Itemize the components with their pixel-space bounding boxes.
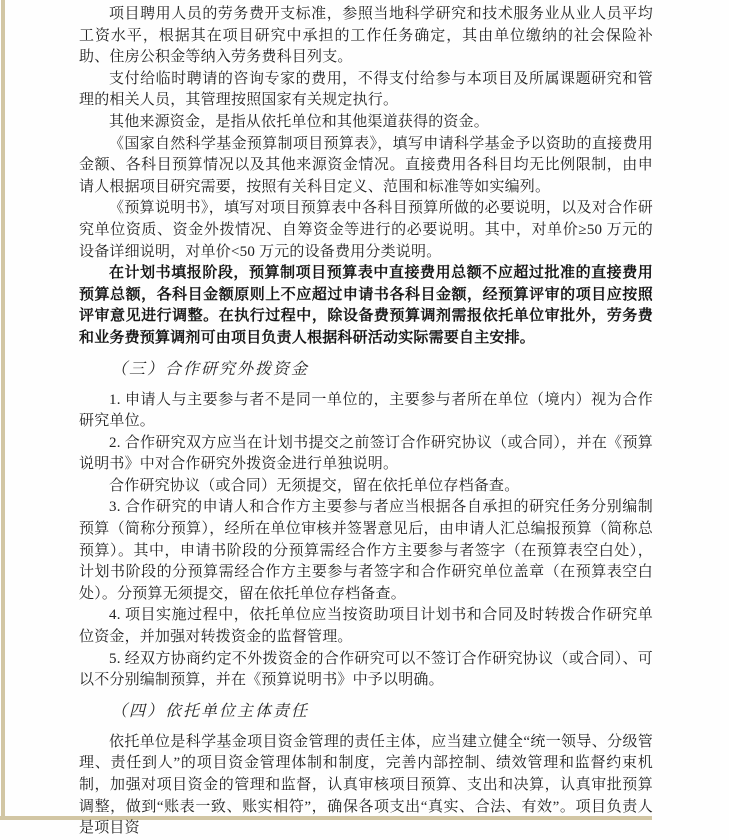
item-1-cooperative-unit-definition: 1. 申请人与主要参与者不是同一单位的，主要参与者所在单位（境内）视为合作研究单位。 bbox=[79, 391, 653, 430]
item-5-no-outbound-funds: 5. 经双方协商约定不外拨资金的合作研究可以不签订合作研究协议（或合同）、可以不分别编制预算，并在《预算说明书》中予以明确。 bbox=[79, 650, 653, 689]
item-4-fund-transfer: 4. 项目实施过程中，依托单位应当按资助项目计划书和合同及时转拨合作研究单位资金，并加强对转拨资金的监督管理。 bbox=[79, 607, 653, 646]
paragraph-host-unit-responsibility: 依托单位是科学基金项目资金管理的责任主体，应当建立健全“统一领导、分级管理、责任到人”的项目资金管理体制和制度，完善内部控制、绩效管理和监督约束机制，加强对项目资金的管理和监督，认真审核项目预算、支出和决算，认真审批预算调整，做到“账表一致、账实相符”，确保各项支出“真实、合法、有效”。项目负责人是项目资 bbox=[79, 733, 653, 837]
item-3-sub-budget-preparation: 3. 合作研究的申请人和合作方主要参与者应当根据各自承担的研究任务分别编制预算（简称分预算），经所在单位审核并签署意见后，由申请人汇总编报预算（简称总预算）。其中，申请书阶段的分预算需经合作方主要参与者签字（在预算表空白处），计划书阶段的分预算需经合作方主要参与者签字和合作研究单位盖章（在预算表空白处）。分预算无须提交，留在依托单位存档备查。 bbox=[79, 499, 653, 602]
paragraph-consultant-fees: 支付给临时聘请的咨询专家的费用，不得支付给参与本项目及所属课题研究和管理的相关人员，其管理按照国家有关规定执行。 bbox=[79, 70, 653, 109]
item-2-note-agreement-filing: 合作研究协议（或合同）无须提交，留在依托单位存档备查。 bbox=[109, 477, 520, 494]
item-2-cooperation-agreement: 2. 合作研究双方应当在计划书提交之前签订合作研究协议（或合同），并在《预算说明书》中对合作研究外拨资金进行单独说明。 bbox=[79, 434, 653, 473]
paragraph-budget-statement: 《预算说明书》，填写对项目预算表中各科目预算所做的必要说明，以及对合作研究单位资质、资金外拨情况、自筹资金等进行的必要说明。其中，对单价≥50 万元的设备详细说明，对单价<50 万元的设备费用分类说明。 bbox=[79, 200, 653, 260]
section-heading-4-host-unit-responsibility: （四）依托单位主体责任 bbox=[111, 702, 310, 720]
page-left-border bbox=[1, 0, 5, 820]
section-heading-3-cooperative-funds: （三）合作研究外拨资金 bbox=[111, 360, 310, 378]
paragraph-labor-cost-standard: 项目聘用人员的劳务费开支标准，参照当地科学研究和技术服务业从业人员平均工资水平，根据其在项目研究中承担的工作任务确定，其由单位缴纳的社会保险补助、住房公积金等纳入劳务费科目列支。 bbox=[79, 6, 653, 66]
document-body bbox=[79, 0, 653, 840]
paragraph-other-funding-sources: 其他来源资金，是指从依托单位和其他渠道获得的资金。 bbox=[109, 113, 490, 130]
paragraph-plan-stage-bold-note: 在计划书填报阶段，预算制项目预算表中直接费用总额不应超过批准的直接费用预算总额，各科目金额原则上不应超过申请书各科目金额，经预算评审的项目应按照评审意见进行调整。在执行过程中，除设备费预算调剂需报依托单位审批外，劳务费和业务费预算调剂可由项目负责人根据科研活动实际需要自主安排。 bbox=[79, 265, 653, 346]
paragraph-budget-table: 《国家自然科学基金预算制项目预算表》，填写申请科学基金予以资助的直接费用金额、各科目预算情况以及其他来源资金情况。直接费用各科目均无比例限制，由申请人根据项目研究需要，按照有关科目定义、范围和标准等如实编列。 bbox=[79, 135, 653, 195]
